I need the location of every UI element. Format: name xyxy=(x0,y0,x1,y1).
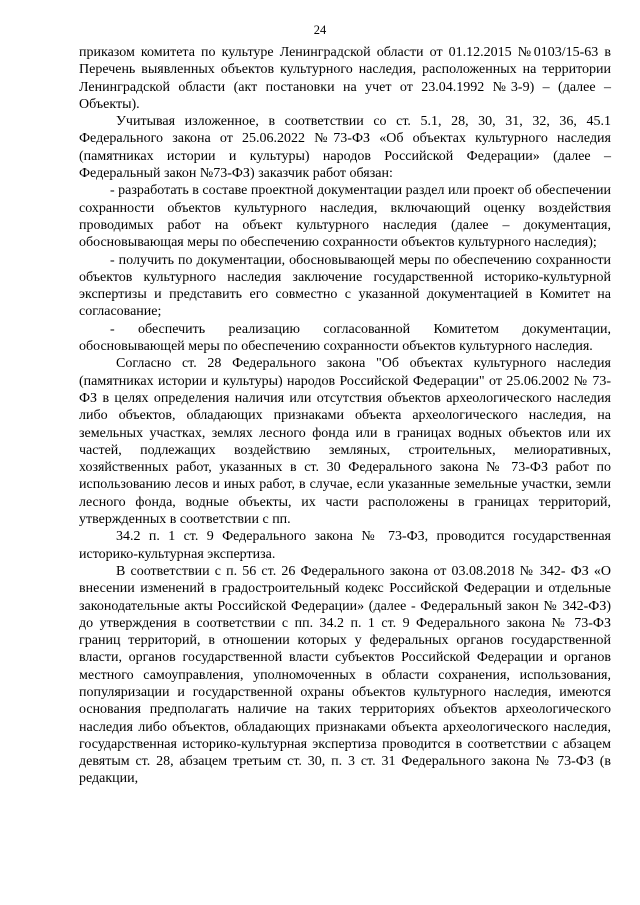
list-item-ensure-implementation: - обеспечить реализацию согласованной Комитетом документации, обосновывающей меры по обеспечению сохранности объектов культурного наследия. xyxy=(79,321,611,355)
page-number: 24 xyxy=(313,23,327,37)
paragraph-continuation-objects: приказом комитета по культуре Ленинградской области от 01.12.2015 №0103/15-63 в Перечень выявленных объектов культурного наследия, расположенных на территории Ленинградской области (акт постановки на учет от 23.04.1992 №3-9) – (далее – Объекты). xyxy=(79,45,611,112)
paragraph-obligations-intro: Учитывая изложенное, в соответствии со ст. 5.1, 28, 30, 31, 32, 36, 45.1 Федерального закона от 25.06.2022 №73-ФЗ «Об объектах культурного наследия (памятниках истории и культуры) народов Российской Федерации» (далее – Федеральный закон №73-ФЗ) заказчик работ обязан: xyxy=(79,114,611,182)
list-item-obtain-expertise: - получить по документации, обосновывающей меры по обеспечению сохранности объектов культурного наследия заключение государственной историко-культурной экспертизы и представить его совместно с указанной документацией в Комитет на согласование; xyxy=(79,252,611,320)
paragraph-expertise-conducted: 34.2 п. 1 ст. 9 Федерального закона № 73-ФЗ, проводится государственная историко-культурная экспертиза. xyxy=(79,529,611,562)
paragraph-article-28: Согласно ст. 28 Федерального закона "Об объектах культурного наследия (памятниках истории и культуры) народов Российской Федерации" от 25.06.2002 № 73-ФЗ в целях определения наличия или отсутствия объектов археологического наследия либо объектов, обладающих признаками объекта археологического наследия, на земельных участках, землях лесного фонда или в границах водных объектов или их частей, подлежащих воздействию земляных, строительных, мелиоративных, хозяйственных работ, указанных в ст. 30 Федерального закона № 73-ФЗ работ по использованию лесов и иных работ, в случае, если указанные земельные участки, земли лесного фонда, водные объекты, их части расположены в границах территорий, утвержденных в соответствии с пп. xyxy=(79,356,611,528)
paragraph-law-342: В соответствии с п. 56 ст. 26 Федерального закона от 03.08.2018 № 342- ФЗ «О внесении изменений в градостроительный кодекс Российской Федерации и отдельные законодательные акты Российской Федерации» (далее - Федеральный закон № 342-ФЗ) до утверждения в соответствии с пп. 34.2 п. 1 ст. 9 Федерального закона № 73-ФЗ границ территорий, в отношении которых у федеральных органов государственной власти, органов государственной власти субъектов Российской Федерации и органов местного самоуправления, уполномоченных в области сохранения, использования, популяризации и государственной охраны объектов культурного наследия, имеются основания предполагать наличие на таких территориях объектов археологического наследия либо объектов, обладающих признаками объекта археологического наследия, государственная историко-культурная экспертиза проводится в соответствии с абзацем девятым ст. 28, абзацем третьим ст. 30, п. 3 ст. 31 Федерального закона № 73-ФЗ (в редакции, xyxy=(79,563,611,787)
list-item-develop-documentation: - разработать в составе проектной документации раздел или проект об обеспечении сохранности объектов культурного наследия, включающий оценку воздействия проводимых работ на объект культурного наследия (далее – документация, обосновывающая меры по обеспечению сохранности объектов культурного наследия); xyxy=(79,183,611,251)
document-body xyxy=(79,44,611,788)
